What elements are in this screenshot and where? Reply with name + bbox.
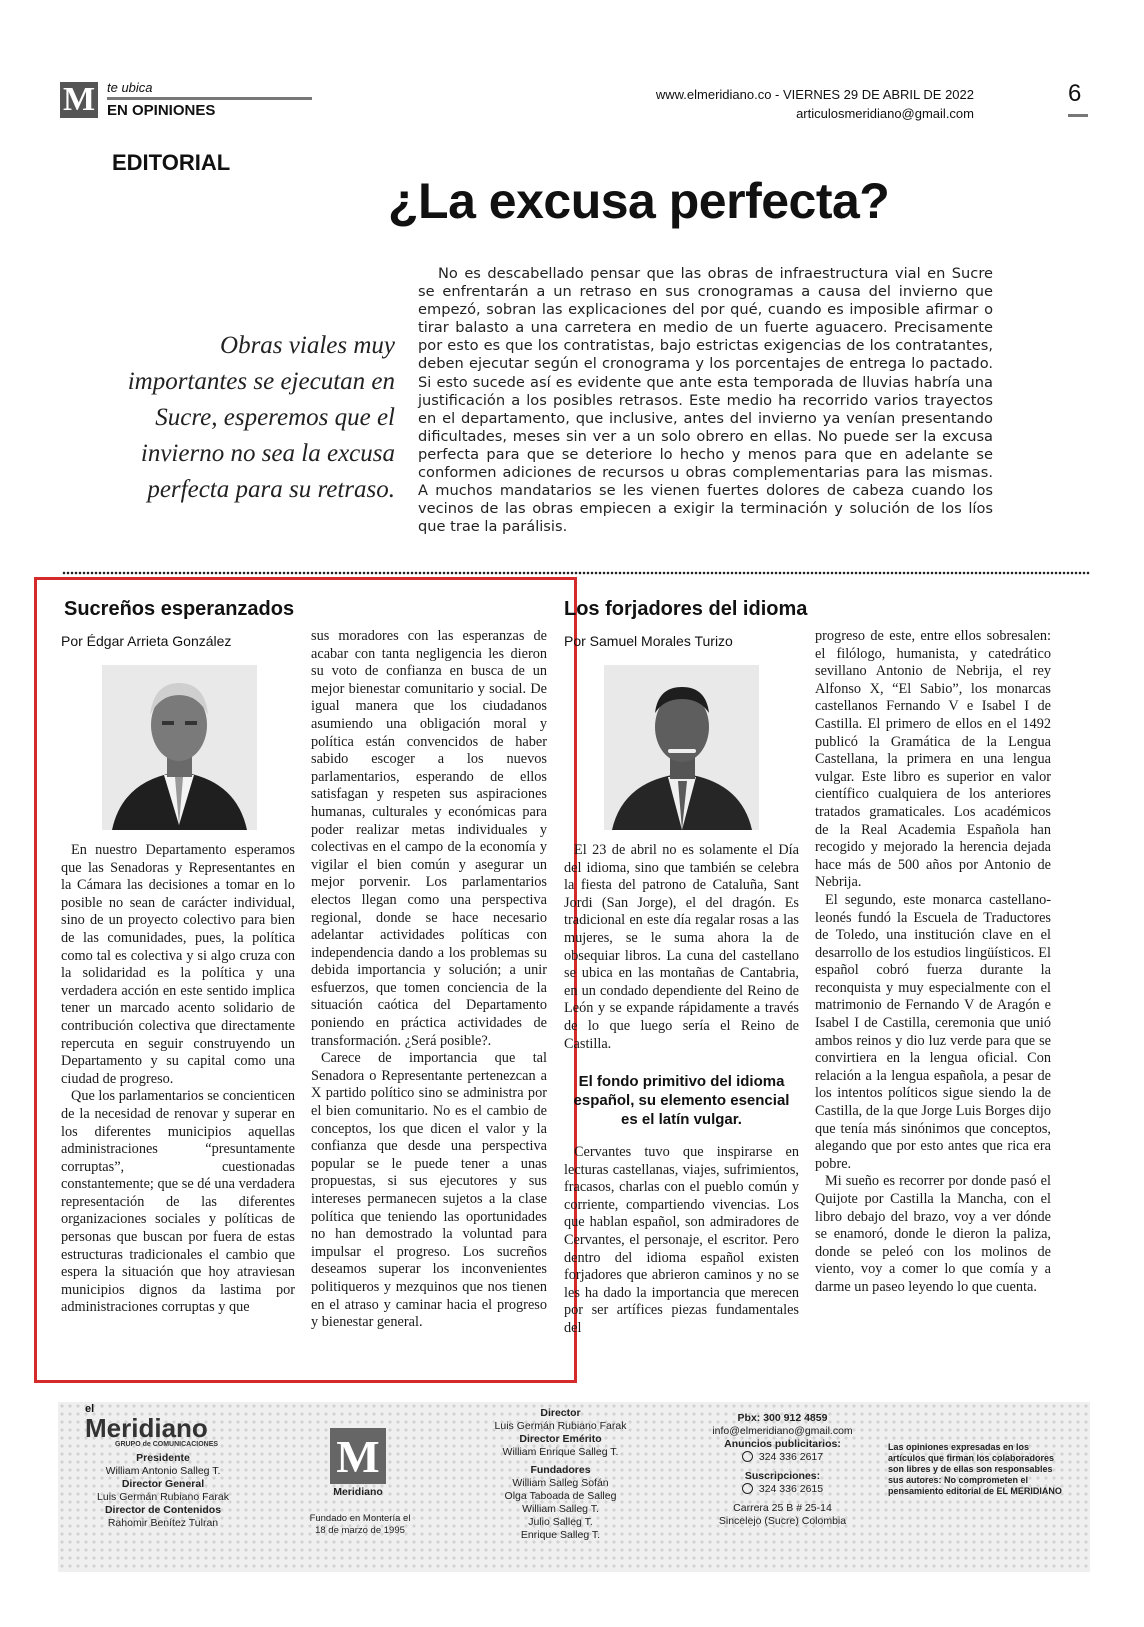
- footer-logo-icon: [330, 1428, 386, 1484]
- paragraph: progreso de este, entre ellos sobresalen: el filólogo, humanista, y catedrático sevillano Antonio de Nebrija, el rey Alfonso X, “El Sabio”, los monarcas castellanos Fernando V e Isabel I de Castilla. El primero de ellos en el 1492 publicó la Gramática de la Lengua Castellana, la primera en una lengua vulgar. Este libro es superior en valor científico cualquiera de los anteriores tratados gramaticales. Los académicos de la Real Academia Española han recogido y mejorado la herencia dejada hace más de 500 años por Antonio de Nebrija.: [815, 628, 1051, 891]
- article2-byline: Por Samuel Morales Turizo: [564, 633, 733, 649]
- editorial-body: No es descabellado pensar que las obras de infraestructura vial en Sucre se enfrentarán a un retraso en sus cronogramas a causa del invierno que empezó, sobran las explicaciones del por qué, cuando es imposible afirmar o tirar balasto a una carretera en medio de un fuerte aguacero. Precisamente por esto es que los contratistas, bajo estrictas exigencias de los contratantes, deben ejecutar según el cronograma y los porcentajes de entrega lo pactado. Si esto sucede así es evidente que ante esta temporada de lluvias habría una justificación a los posibles retrasos. Este medio ha recorrido varios trayectos en el departamento, que inclusive, antes del invierno ya venían presentando dificultades, meses sin ver a un solo obrero en ellas. No puede ser la excusa perfecta para que se deteriore lo hecho y menos para que en adelante se conformen adiciones de recursos u obras complementarias para las mismas. A muchos mandatarios se les vienen fuertes dolores de cabeza cuando los vecinos de las obras empiecen a exigir la terminación y solución de los líos que trae la parálisis.: [418, 265, 993, 536]
- author2-portrait-icon: [604, 665, 759, 830]
- author1-portrait-icon: [102, 665, 257, 830]
- director-contenidos-name: Rahomir Benítez Tulran: [107, 1517, 219, 1529]
- pull-quote: Obras viales muy importantes se ejecutan en Sucre, esperemos que el invierno no sea la excusa perfecta para su retraso.: [127, 332, 395, 503]
- presidente-name: William Antonio Salleg T.: [105, 1465, 221, 1477]
- header-rule: [107, 97, 312, 100]
- brand-tagline: GRUPO de COMUNICACIONES: [115, 1441, 219, 1448]
- article2-title: Los forjadores del idioma: [564, 598, 808, 620]
- paragraph: El 23 de abril no es solamente el Día del idioma, sino que también se celebra la fiesta del patrono de Cataluña, Sant Jordi (San Jorge), el del dragón. Es tradicional en este día regalar rosas a las mujeres, se le suma ahora la de obsequiar libros. La cuna del castellano se ubica en las montañas de Cantabria, en un condado dependiente del Reino de León y se expande rápidamente a través de lo que luego sería el Reino de Castilla.: [564, 842, 799, 1052]
- article2-column2: [815, 628, 1051, 1297]
- whatsapp-icon: [742, 1451, 753, 1462]
- disclaimer: Las opiniones expresadas en los artículos que firman los colaboradores son libres y de ellas son responsables sus autores: No comprometen el pensamiento editorial de EL MERIDIANO: [888, 1442, 1062, 1496]
- article1-byline: Por Édgar Arrieta González: [61, 633, 232, 649]
- whatsapp-icon: [742, 1483, 753, 1494]
- paragraph: Carece de importancia que tal Senadora o Representante pertenezcan a X partido político sino se administra por el bien comunitario. No es el cambio de conceptos, los que dicen el valor y la confianza que desde una perspectiva popular se le puede tener a unas propuestas, si sus ejecutores y sus intereses permanecen sujetos a la clase política que teniendo las oportunidades no han demostrado la voluntad para impulsar el progreso. Los sucreños deseamos superar los inconvenientes politiqueros y mezquinos que nos tienen en el atraso y caminar hacia el progreso y bienestar general.: [311, 1050, 547, 1331]
- paragraph: Cervantes tuvo que inspirarse en lecturas castellanas, viajes, sufrimientos, fracasos, charlas con el pueblo común y corriente, compartiendo vivencias. Los que hablan español, son admiradores de Cervantes, el personaje, el escritor. Pero dentro del idioma español existen forjadores que abrieron caminos y no se les ha dado la importancia que merecen por ser artífices piezas fundamentales del: [564, 1144, 799, 1336]
- brand-el: el: [85, 1403, 95, 1415]
- paragraph: Mi sueño es recorrer por donde pasó el Quijote por Castilla la Mancha, con el libro debajo del brazo, voy a ver dónde se enamoró, donde le dieron la paliza, donde se peleó con los molinos de viento, voy a comer lo que comía y a darme un paseo leyendo lo que cuenta.: [815, 1173, 1051, 1295]
- fundador: Julio Salleg T.: [528, 1516, 593, 1528]
- article2-column1b: [564, 1144, 799, 1338]
- page-number-rule: [1068, 114, 1088, 117]
- site-date: www.elmeridiano.co - VIERNES 29 DE ABRIL DE 2022: [655, 87, 974, 102]
- section-name: EN OPINIONES: [107, 102, 216, 119]
- contact-email: info@elmeridiano@gmail.com: [712, 1425, 853, 1437]
- presidente-label: Presidente: [136, 1452, 190, 1464]
- director-label: Director: [540, 1407, 581, 1419]
- fundador: William Salleg Sofán: [512, 1477, 609, 1489]
- director-name: Luis Germán Rubiano Farak: [494, 1420, 627, 1432]
- article1-column2: [311, 628, 547, 1332]
- director-emerito-label: Director Emérito: [519, 1433, 602, 1445]
- director-emerito-name: William Enrique Salleg T.: [502, 1446, 619, 1458]
- director-contenidos-label: Director de Contenidos: [104, 1504, 222, 1516]
- pbx: Pbx: 300 912 4859: [737, 1412, 828, 1424]
- footer-logo-name: Meridiano: [333, 1486, 383, 1498]
- fundador: William Salleg T.: [522, 1503, 599, 1515]
- paragraph: En nuestro Departamento esperamos que las Senadoras y Representantes en la Cámara las decisiones a tomar en lo posible no sean de carácter individual, sino de un proyecto colectivo para bien de las comunidades, pues, la política como tal es colectiva y si algo cruza con la solidaridad es la política y una verdadera acción en este sentido implica tener un marcado acento solidario de contribución colectiva que directamente repercuta en seguir construyendo un Departamento y su capital como una ciudad de progreso.: [61, 842, 295, 1087]
- anuncios-label: Anuncios publicitarios:: [724, 1438, 841, 1450]
- footer-logo-letter: M: [336, 1430, 380, 1482]
- director-general-label: Director General: [121, 1478, 205, 1490]
- founded-note: Fundado en Montería el 18 de marzo de 1995: [309, 1513, 411, 1536]
- footer-directors: [478, 1407, 643, 1542]
- fundador: Enrique Salleg T.: [520, 1529, 601, 1541]
- anuncios-phone: 324 336 2617: [758, 1451, 824, 1463]
- article2-column1: [564, 842, 799, 1053]
- footer-contact: [690, 1412, 875, 1528]
- section-divider: [62, 570, 1090, 576]
- editorial-label: EDITORIAL: [112, 150, 231, 175]
- brand-name: Meridiano: [85, 1413, 208, 1443]
- author2-photo: [604, 665, 759, 830]
- suscripciones-phone: 324 336 2615: [758, 1483, 824, 1495]
- article1-title: Sucreños esperanzados: [64, 598, 295, 620]
- article2-subhead: El fondo primitivo del idioma español, su elemento esencial es el latín vulgar.: [573, 1073, 790, 1128]
- author1-photo: [102, 665, 257, 830]
- article1-column1: [61, 842, 295, 1317]
- logo-letter: M: [62, 81, 96, 118]
- suscripciones-label: Suscripciones:: [744, 1470, 821, 1482]
- header-email: articulosmeridiano@gmail.com: [796, 106, 974, 121]
- meridiano-logo-icon: [60, 82, 98, 118]
- fundador: Olga Taboada de Salleg: [504, 1490, 617, 1502]
- footer-management: [78, 1452, 248, 1530]
- paragraph: Que los parlamentarios se concienticen de la necesidad de renovar y superar en los diferentes municipios aquellas administraciones “presuntamente corruptas”, cuestionadas constantemente; que se dé una verdadera representación de las diferentes organizaciones sociales y políticas de personas que buscan por fuera de estas estructuras tradicionales el cambio que espera la situación que hoy atraviesan municipios dignos da lastima por administraciones corruptas y que: [61, 1088, 295, 1316]
- city: Sincelejo (Sucre) Colombia: [718, 1515, 847, 1527]
- paragraph: El segundo, este monarca castellano-leonés fundó la Escuela de Traductores de Toledo, una institución clave en el desarrollo de los estudios lingüísticos. El español cobró fuerza durante la reconquista y muy especialmente con el matrimonio de Fernando V de Aragón e Isabel I de Castilla, ceremonia que unió ambos reinos y dio luz verde para que se convirtiera en la lengua oficial. Con relación a la lengua española, a pesar de los intentos políticos sigue siendo la de Castilla, de la que Jorge Luis Borges dijo que tenía más sinónimos que conceptos, alegando que por esto antes que rica era pobre.: [815, 891, 1051, 1172]
- footer-brand: [85, 1404, 218, 1448]
- director-general-name: Luis Germán Rubiano Farak: [97, 1491, 229, 1503]
- header-info: [656, 85, 974, 123]
- page-number: 6: [1068, 80, 1082, 107]
- tagline: te ubica: [107, 80, 153, 95]
- address: Carrera 25 B # 25-14: [733, 1502, 832, 1514]
- paragraph: sus moradores con las esperanzas de acabar con tanta negligencia les dieron su voto de confianza en busca de un mejor bienestar comunitario y social. De igual manera que los ciudadanos asumiendo una obligación moral y política están convencidos de haber sabido escoger a los nuevos parlamentarios, esperando de ellos satisfagan y respeten sus aspiraciones humanas, culturales y económicas para poder realizar metas individuales y colectivas en el campo de la economía y vigilar el bien común y asegurar un mejor porvenir. Los parlamentarios electos llegan como una perspectiva regional, donde se hace necesario adelantar actividades políticas con independencia dando a los problemas su debida importancia y solución; a unir esfuerzos, que tomen conciencia de la situación caótica del Departamento poniendo en práctica actividades de transformación. ¿Será posible?.: [311, 628, 547, 1049]
- editorial-headline: ¿La excusa perfecta?: [388, 173, 890, 229]
- fundadores-label: Fundadores: [530, 1464, 591, 1476]
